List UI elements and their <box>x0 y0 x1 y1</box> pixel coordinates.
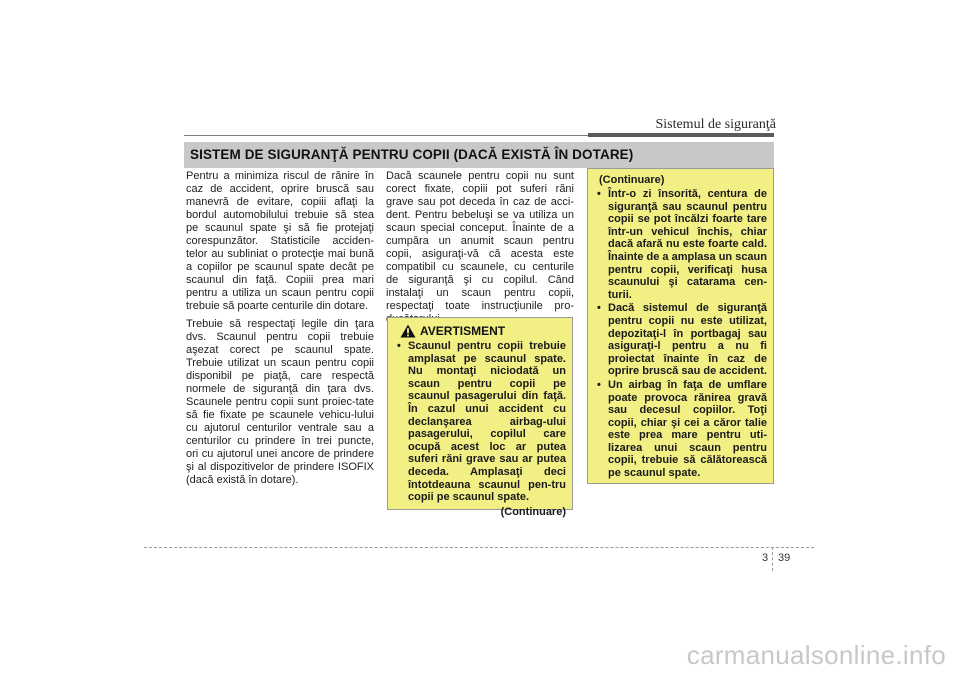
header-rule-accent <box>588 133 774 137</box>
bullet-icon: • <box>597 302 601 315</box>
warning-triangle-icon <box>400 324 416 338</box>
column-1 <box>186 170 374 492</box>
list-item-text: Într-o zi însorită, centura de siguranţă sau scaunul pentru copii se pot încălzi foarte tare într-un vehicul închis, chiar dacă afară nu este foarte cald. Înainte de a amplasa un scaun pentru copii, verificaţi husa scaunului şi catarama cen-turii. <box>608 188 767 301</box>
list-item-text: Un airbag în faţa de umflare poate provoca rănirea gravă sau decesul copiilor. Toţi copii, chiar şi cei a căror talie este prea mare pentru uti-lizarea unui scaun pentru copii, trebuie să călătorească pe scaunul spate. <box>608 378 767 480</box>
bullet-icon: • <box>397 340 401 352</box>
paragraph: Pentru a minimiza riscul de rănire în caz de accident, oprire bruscă sau manevră de evitare, copiii aflaţi la bordul automobilului trebuie să stea pe scaunul spate şi să fie protejaţi corespunzător. Statisticile acciden-telor au subliniat o protecţie mai bună a copiilor pe scaunul spate decât pe scaunul din faţă. Copiii prea mari pentru a utiliza un scaun pentru copii trebuie să poarte centurile din dotare. <box>186 170 374 312</box>
chapter-number: 3 <box>762 552 769 564</box>
warning-bullet <box>394 340 566 504</box>
warning-bullet-text: Scaunul pentru copii trebuie amplasat pe scaunul spate. Nu montaţi niciodată un scaun pentru copii pe scaunul pasagerului din faţă. În cazul unui accident cu declanşarea airbag-ului pasagerului, copilul care ocupă acest loc ar putea suferi răni grave sau ar putea deceda. Amplasaţi deci întotdeauna scaunul pen-tru copii pe scaunul spate. <box>408 340 566 504</box>
list-item-text: Dacă sistemul de siguranţă pentru copii nu este utilizat, depozitaţi-l în portbagaj sau asiguraţi-l pentru a nu fi proiectat înainte în caz de oprire bruscă sau de accident. <box>608 302 767 378</box>
list-item <box>594 302 767 378</box>
warning-header <box>400 324 566 338</box>
bullet-icon: • <box>597 188 601 200</box>
warning-box <box>387 317 573 518</box>
footer-divider <box>772 547 773 571</box>
section-title-bar <box>184 142 774 168</box>
header-title: Sistemul de siguranţă <box>655 117 776 132</box>
continuation-box <box>587 168 774 484</box>
footer-rule <box>144 547 814 548</box>
warning-title: AVERTISMENT <box>420 324 506 338</box>
watermark: carmanualsonline.info <box>686 640 946 670</box>
continued-label: (Continuare) <box>500 505 566 518</box>
paragraph: Trebuie să respectaţi legile din ţara dvs. Scaunul pentru copii trebuie aşezat corect pe scaunul spate. Trebuie utilizat un scaun pentru copii disponibil pe piaţă, care respectă normele de siguranţă din ţara dvs. Scaunele pentru copii sunt proiec-tate să fie fixate pe scaunele vehicu-lului cu ajutorul centurilor ventrale sau a centurilor cu prindere în trei puncte, ori cu ajutorul unei ancore de prindere şi al dispozitivelor de prindere ISOFIX (dacă există în dotare). <box>186 318 374 486</box>
list-item <box>594 188 767 301</box>
column-2 <box>386 170 574 331</box>
continuation-heading: (Continuare) <box>599 174 665 186</box>
page-number: 39 <box>778 552 791 564</box>
section-title: SISTEM DE SIGURANŢĂ PENTRU COPII (DACĂ EXISTĂ ÎN DOTARE) <box>190 147 634 162</box>
bullet-icon: • <box>597 378 601 391</box>
list-item <box>594 379 767 480</box>
paragraph: Dacă scaunele pentru copii nu sunt corect fixate, copiii pot suferi răni grave sau pot deceda în caz de acci-dent. Pentru bebeluşi se va utiliza un scaun special conceput. Înainte de a cumpăra un anumit scaun pentru copii, asiguraţi-vă că acesta este compatibil cu scaunele, cu centurile de siguranţă şi cu copilul. Când instalaţi un scaun pentru copii, respectaţi toate instrucţiunile pro- <box>386 170 574 312</box>
